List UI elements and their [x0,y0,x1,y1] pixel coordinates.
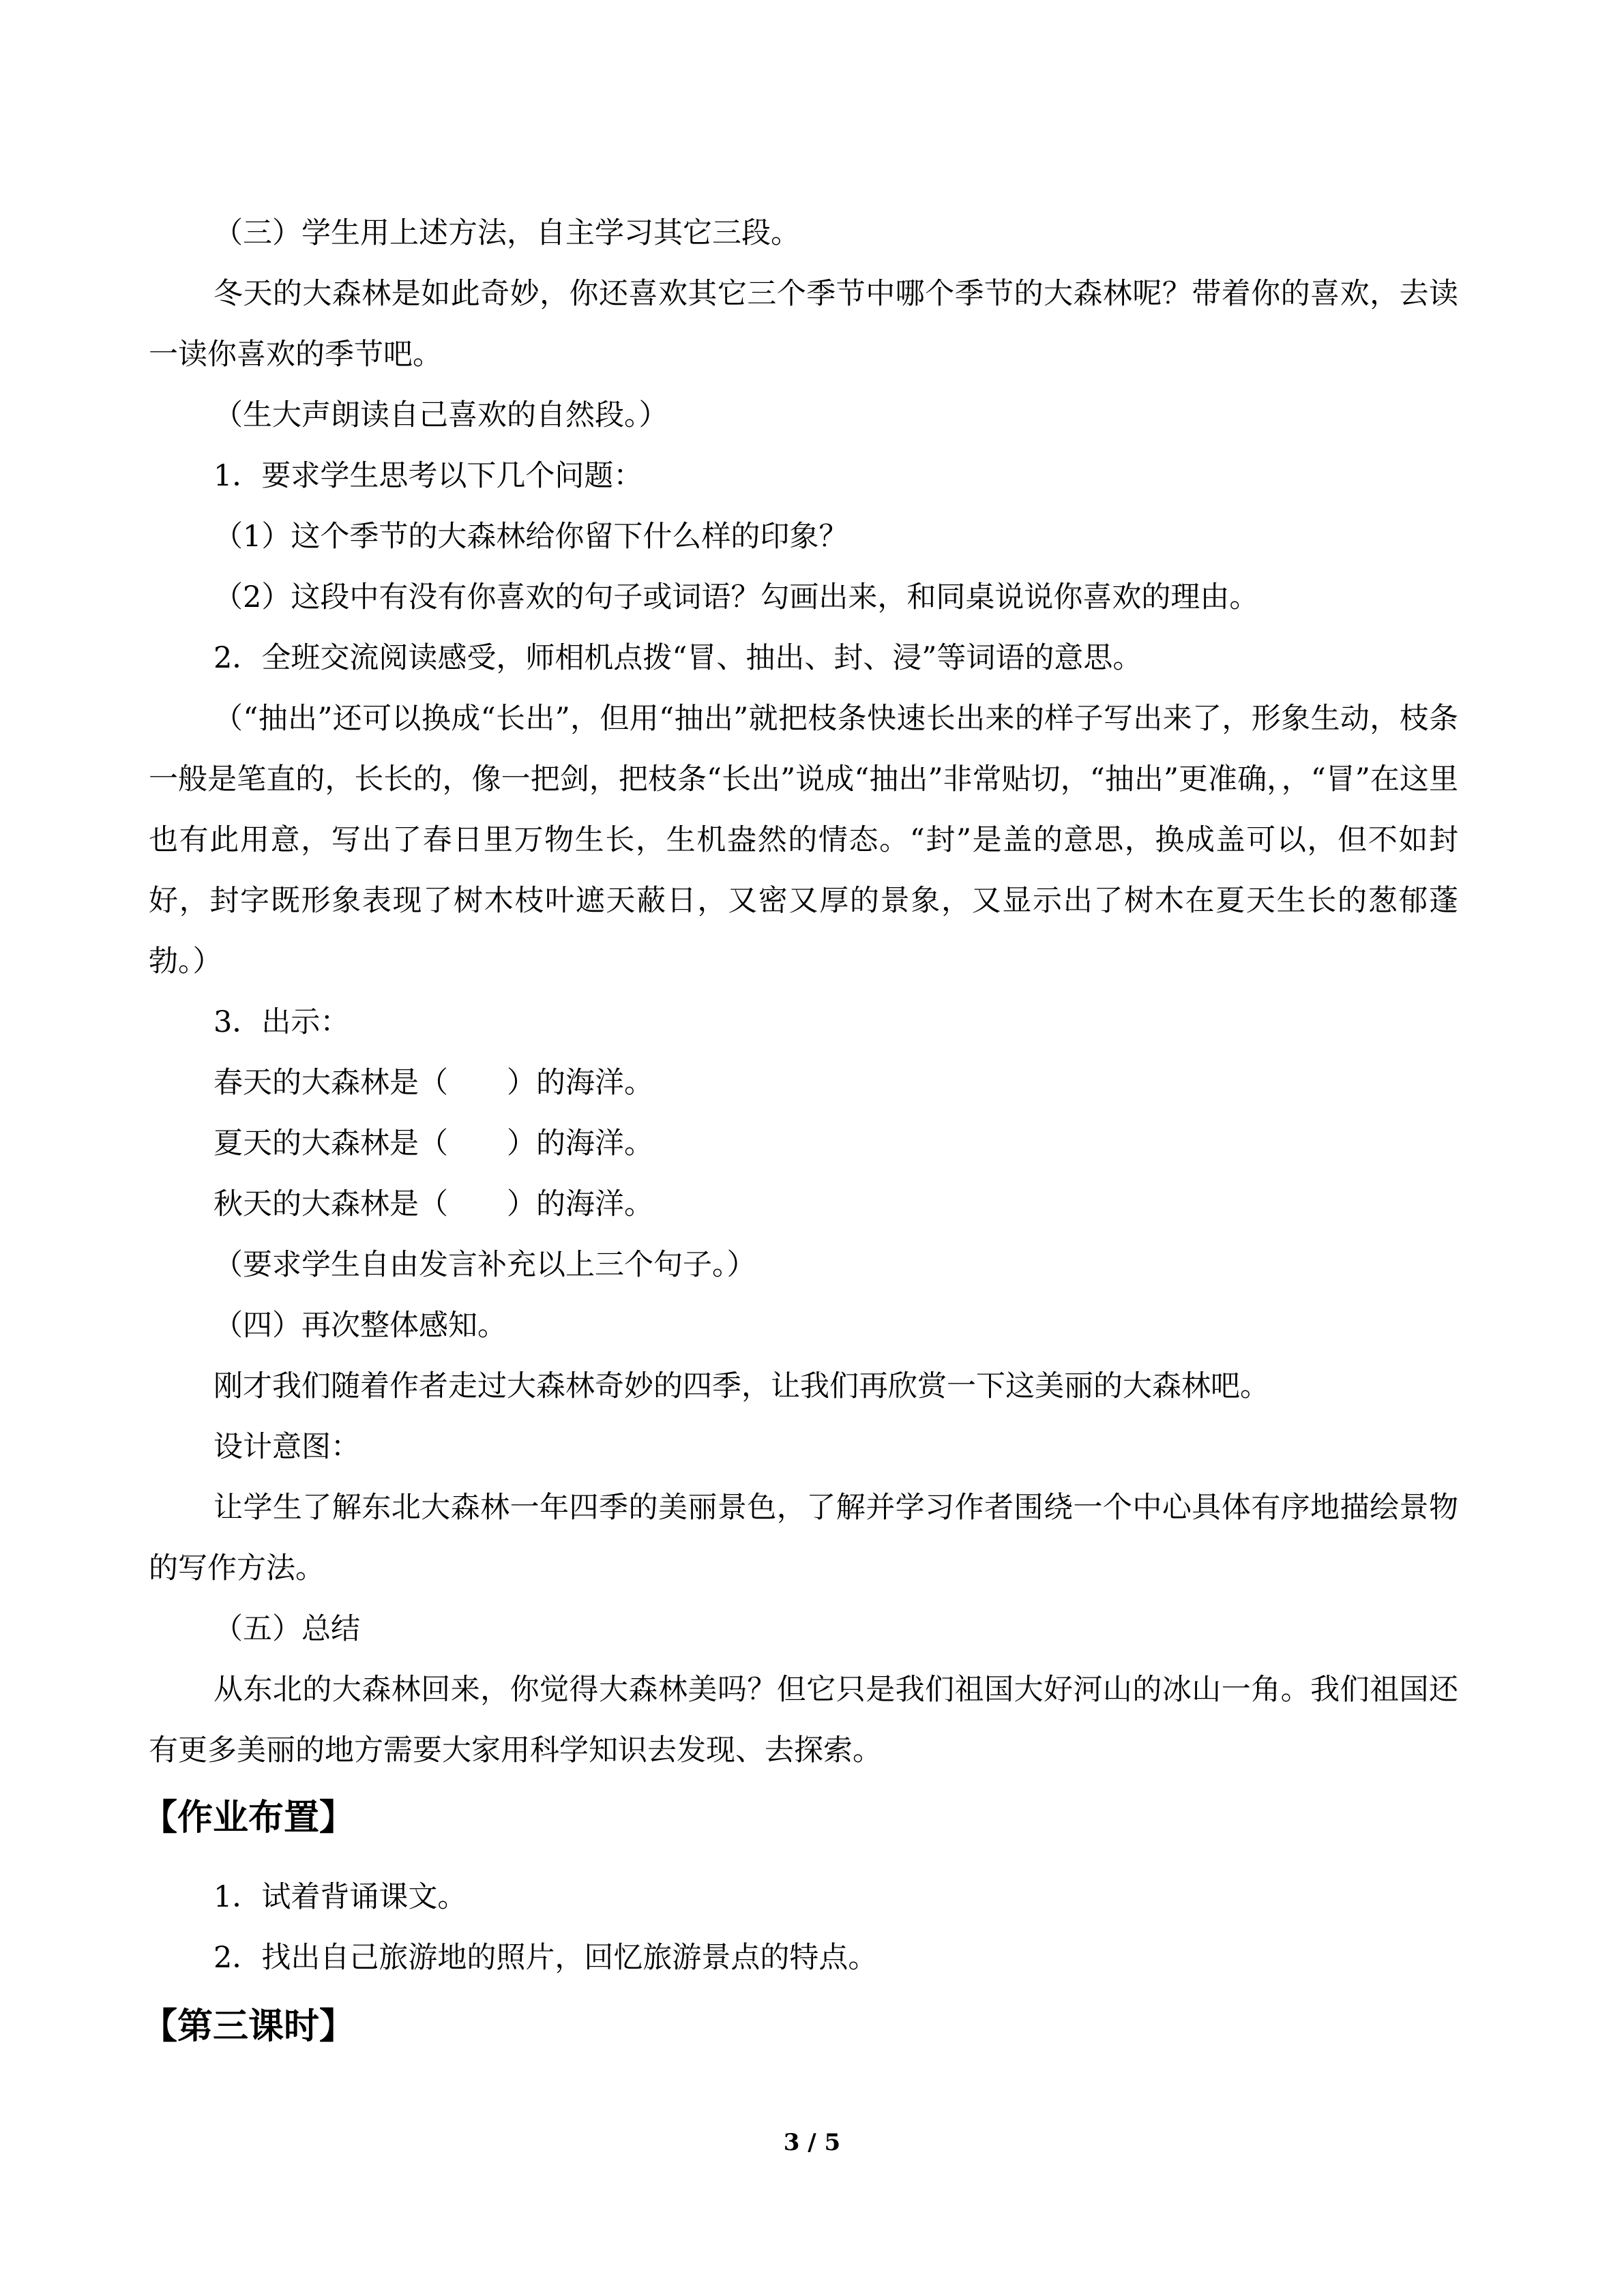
paragraph-section-three: （三）学生用上述方法，自主学习其它三段。 [213,216,800,250]
page-number: 3 / 5 [783,2129,841,2156]
page-content [142,203,1458,2061]
paragraph-design-intent-label: 设计意图： [213,1430,360,1464]
paragraph-design-intent: 让学生了解东北大森林一年四季的美丽景色，了解并学习作者围绕一个中心具体有序地描绘景物的写作方法。 [149,1491,1458,1585]
paragraph-summary: 从东北的大森林回来，你觉得大森林美吗？但它只是我们祖国大好河山的冰山一角。我们祖国还有更多美丽的地方需要大家用科学知识去发现、去探索。 [149,1673,1458,1768]
paragraph-read-aloud: （生大声朗读自己喜欢的自然段。） [213,398,668,432]
paragraph-autumn-blank: 秋天的大森林是（ ）的海洋。 [213,1187,653,1221]
heading-third-lesson: 【第三课时】 [142,2006,355,2047]
paragraph-section-four: （四）再次整体感知。 [213,1309,507,1343]
heading-homework: 【作业布置】 [142,1798,355,1838]
paragraph-fill-instruction: （要求学生自由发言补充以上三个句子。） [213,1248,756,1282]
homework-item: 2．找出自己旅游地的照片，回忆旅游景点的特点。 [213,1941,878,1975]
paragraph-review: 刚才我们随着作者走过大森林奇妙的四季，让我们再欣赏一下这美丽的大森林吧。 [213,1369,1269,1403]
paragraph-question-1: （1）这个季节的大森林给你留下什么样的印象？ [213,520,848,554]
paragraph-show: 3．出示： [213,1005,350,1039]
paragraph-spring-blank: 春天的大森林是（ ）的海洋。 [213,1066,653,1100]
paragraph-question-intro: 1．要求学生思考以下几个问题： [213,459,643,493]
homework-item: 1．试着背诵课文。 [213,1880,467,1914]
paragraph-summer-blank: 夏天的大森林是（ ）的海洋。 [213,1127,653,1161]
paragraph-question-2: （2）这段中有没有你喜欢的句子或词语？勾画出来，和同桌说说你喜欢的理由。 [213,580,1259,614]
paragraph-word-explanation: （“抽出”还可以换成“长出”，但用“抽出”就把枝条快速长出来的样子写出来了，形象生动，枝条一般是笔直的，长长的，像一把剑，把枝条“长出”说成“抽出”非常贴切，“抽出”更准确，，“冒”在这里也有此用意，写出了春日里万物生长，生机盎然的情态。“封”是盖的意思，换成盖可以，但不如封好，封字既形象表现了树木枝叶遮天蔽日，又密又厚的景象，又显示出了树木在夏天生长的葱郁蓬勃。） [149,702,1458,979]
paragraph-winter-forest: 冬天的大森林是如此奇妙，你还喜欢其它三个季节中哪个季节的大森林呢？带着你的喜欢，去读一读你喜欢的季节吧。 [149,277,1458,372]
paragraph-section-five: （五）总结 [213,1612,360,1646]
paragraph-class-exchange: 2．全班交流阅读感受，师相机点拨“冒、抽出、封、浸”等词语的意思。 [213,641,1142,675]
